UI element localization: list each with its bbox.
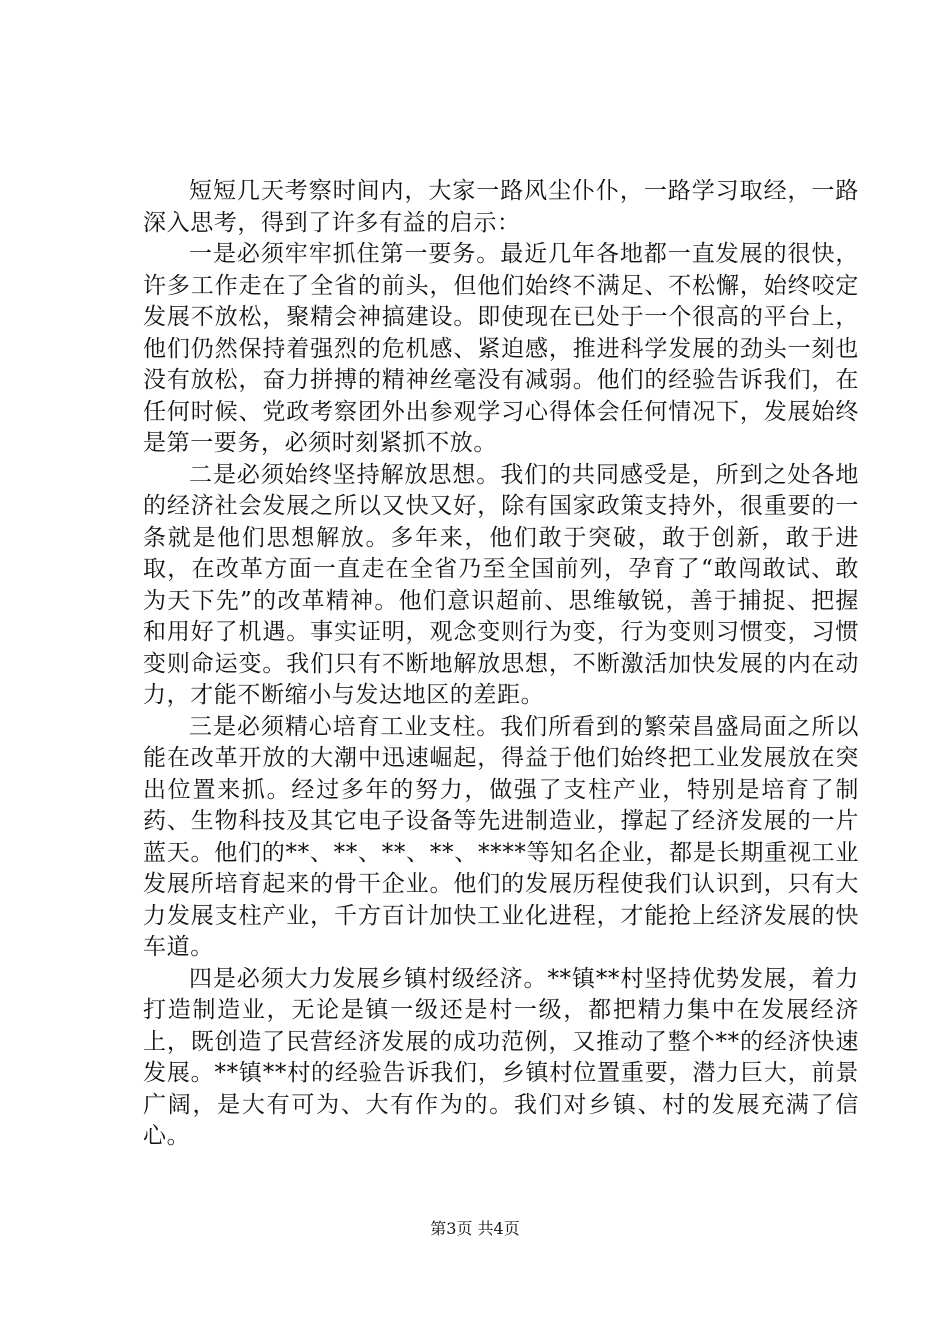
paragraph-second-point: 二是必须始终坚持解放思想。我们的共同感受是，所到之处各地的经济社会发展之所以又快又好，除有国家政策支持外，很重要的一条就是他们思想解放。多年来，他们敢于突破，敢于创新，敢于进取，在改革方面一直走在全省乃至全国前列，孕育了“敢闯敢试、敢为天下先”的改革精神。他们意识超前、思维敏锐，善于捕捉、把握和用好了机遇。事实证明，观念变则行为变，行为变则习惯变，习惯变则命运变。我们只有不断地解放思想，不断激活加快发展的内在动力，才能不断缩小与发达地区的差距。 [143,461,859,708]
paragraph-intro: 短短几天考察时间内，大家一路风尘仆仆，一路学习取经，一路深入思考，得到了许多有益的启示： [143,178,859,236]
paragraph-fourth-point: 四是必须大力发展乡镇村级经济。**镇**村坚持优势发展，着力打造制造业，无论是镇一级还是村一级，都把精力集中在发展经济上，既创造了民营经济发展的成功范例，又推动了整个**的经济快速发展。**镇**村的经验告诉我们，乡镇村位置重要，潜力巨大，前景广阔，是大有可为、大有作为的。我们对乡镇、村的发展充满了信心。 [143,965,859,1149]
page-number-footer: 第3页 共4页 [430,1219,520,1238]
paragraph-third-point: 三是必须精心培育工业支柱。我们所看到的繁荣昌盛局面之所以能在改革开放的大潮中迅速崛起，得益于他们始终把工业发展放在突出位置来抓。经过多年的努力，做强了支柱产业，特别是培育了制药、生物科技及其它电子设备等先进制造业，撑起了经济发展的一片蓝天。他们的**、**、**、**、****等知名企业，都是长期重视工业发展所培育起来的骨干企业。他们的发展历程使我们认识到，只有大力发展支柱产业，千方百计加快工业化进程，才能抢上经济发展的快车道。 [143,713,859,960]
document-body [143,176,859,1153]
paragraph-first-point: 一是必须牢牢抓住第一要务。最近几年各地都一直发展的很快，许多工作走在了全省的前头，但他们始终不满足、不松懈，始终咬定发展不放松，聚精会神搞建设。即使现在已处于一个很高的平台上，他们仍然保持着强烈的危机感、紧迫感，推进科学发展的劲头一刻也没有放松，奋力拼搏的精神丝毫没有减弱。他们的经验告诉我们，在任何时候、党政考察团外出参观学习心得体会任何情况下，发展始终是第一要务，必须时刻紧抓不放。 [143,241,859,456]
